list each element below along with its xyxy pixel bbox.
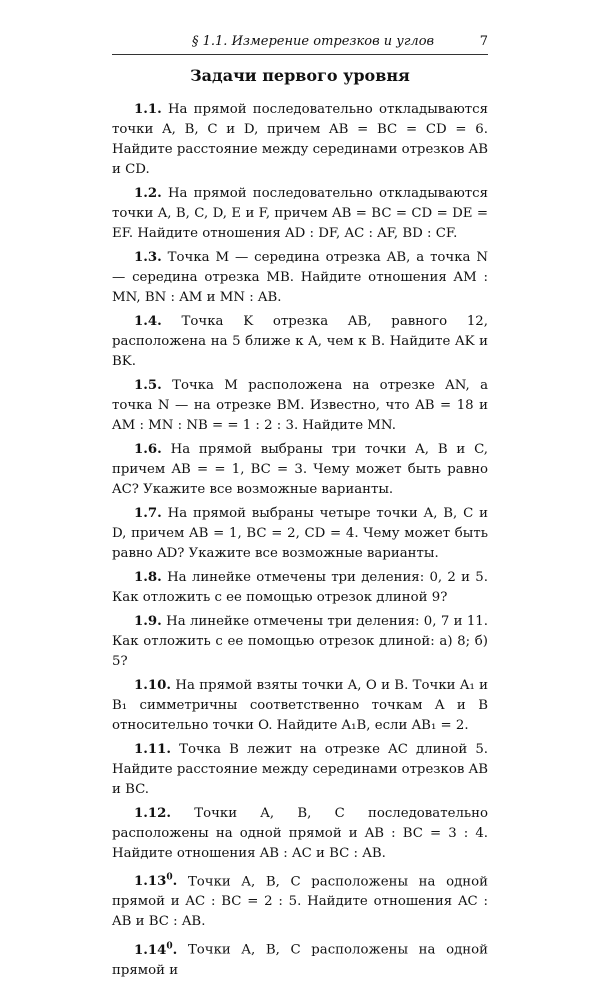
problem-text: Точка B лежит на отрезке AC длиной 5. Найдите расстояние между серединами отрезков AB и BC.: [112, 742, 489, 797]
problem-item: [112, 312, 488, 372]
problem-item: [112, 740, 488, 800]
problem-number: 1.5.: [134, 378, 162, 393]
running-header: [112, 34, 488, 55]
problem-item: [112, 504, 488, 564]
problem-text: На линейке отмечены три деления: 0, 2 и 5. Как отложить с ее помощью отрезок длиной 9?: [112, 570, 488, 605]
problem-number: 1.7.: [134, 506, 162, 521]
problem-item: [112, 248, 488, 308]
problem-number-superscript: 0: [166, 941, 173, 952]
problem-list: [112, 100, 488, 985]
problem-item: [112, 100, 488, 180]
problem-number: 1.3.: [134, 250, 162, 265]
problem-number-superscript: 0: [166, 873, 173, 883]
problem-number: 1.14$^0$.: [134, 941, 178, 958]
problem-text: На прямой выбраны четыре точки A, B, C и D, причем AB = 1, BC = 2, CD = 4. Чему может быть равно AD? Укажите все возможные варианты.: [112, 506, 488, 561]
problem-text: На прямой последовательно откладываются точки A, B, C и D, причем AB = BC = CD = 6. Найдите расстояние между серединами отрезков AB и CD.: [112, 102, 488, 177]
problem-number: 1.6.: [134, 442, 162, 457]
problem-item: [112, 676, 488, 736]
problem-text: На линейке отмечены три деления: 0, 7 и 11. Как отложить с ее помощью отрезок длиной: а) 8; б) 5?: [112, 614, 488, 669]
problem-item: [112, 612, 488, 672]
problem-number: 1.12.: [134, 806, 172, 821]
header-title: § 1.1. Измерение отрезков и углов: [192, 34, 435, 49]
problem-text: Точки A, B, C последовательно расположены на одной прямой и AB : BC = 3 : 4. Найдите отношения AB : AC и BC : AB.: [112, 806, 488, 861]
problem-text: Точка M — середина отрезка AB, а точка N — середина отрезка MB. Найдите отношения AM : MN, BN : AM и MN : AB.: [112, 250, 488, 305]
section-title: Задачи первого уровня: [190, 66, 410, 85]
problem-text: Точки A, B, C расположены на одной прямой и: [112, 942, 489, 978]
problem-number: 1.10.: [134, 678, 172, 693]
problem-text: Точки A, B, C расположены на одной прямой и AC : BC = 2 : 5. Найдите отношения AC : AB и BC : AB.: [112, 874, 489, 930]
problem-item: [112, 868, 488, 932]
problem-item: [112, 568, 488, 608]
problem-number: 1.9.: [134, 614, 162, 629]
problem-text: Точка K отрезка AB, равного 12, расположена на 5 ближе к A, чем к B. Найдите AK и BK.: [112, 314, 488, 369]
problem-number: 1.8.: [134, 570, 162, 585]
problem-item: [112, 440, 488, 500]
problem-item: [112, 376, 488, 436]
problem-number: 1.2.: [134, 186, 162, 201]
problem-text: На прямой последовательно откладываются точки A, B, C, D, E и F, причем AB = BC = CD = DE = EF. Найдите отношения AD : DF, AC : AF, BD : CF.: [112, 186, 488, 241]
page-number: 7: [479, 34, 488, 49]
problem-text: На прямой выбраны три точки A, B и C, причем AB = = 1, BC = 3. Чему может быть равно AC? Укажите все возможные варианты.: [112, 442, 489, 497]
problem-text: Точка M расположена на отрезке AN, а точка N — на отрезке BM. Известно, что AB = 18 и AM : MN : NB = = 1 : 2 : 3. Найдите MN.: [112, 378, 489, 433]
problem-number: 1.4.: [134, 314, 162, 329]
problem-item: [112, 804, 488, 864]
problem-number: 1.11.: [134, 742, 172, 757]
problem-number: 1.13$^0$.: [134, 873, 178, 890]
problem-item: [112, 184, 488, 244]
problem-text: На прямой взяты точки A, O и B. Точки A₁ и B₁ симметричны соответственно точкам A и B относительно точки O. Найдите A₁B, если AB₁ = 2.: [112, 678, 488, 733]
problem-number: 1.1.: [134, 102, 162, 117]
problem-item: [112, 936, 488, 980]
